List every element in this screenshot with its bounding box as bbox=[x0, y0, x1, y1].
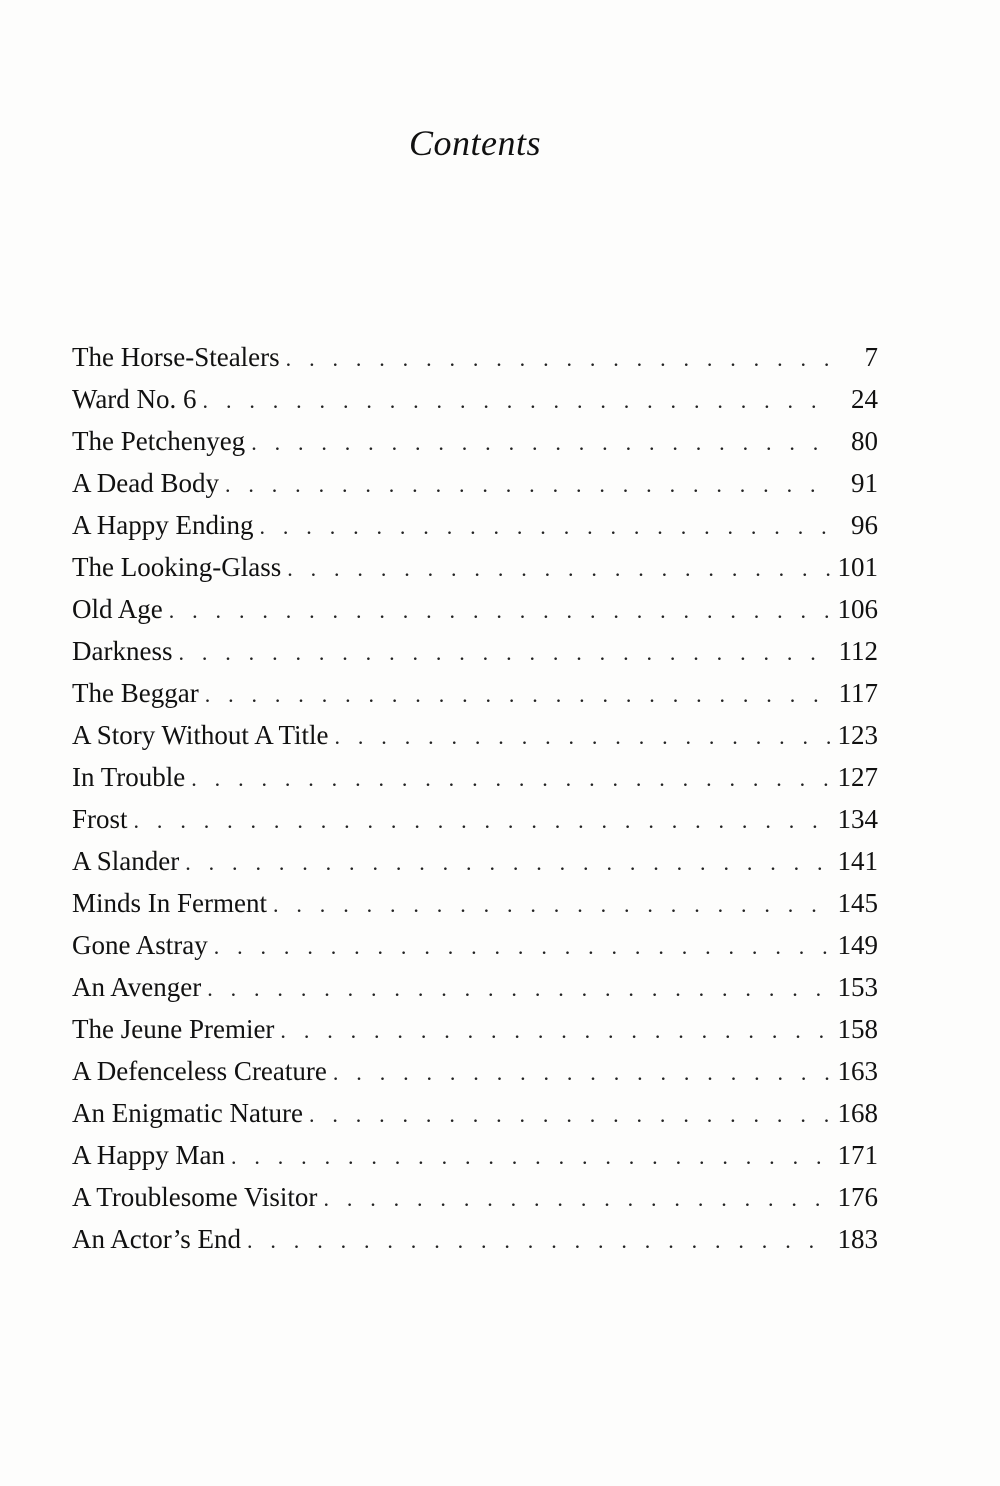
toc-entry-title: Darkness bbox=[72, 636, 173, 666]
dot-leader bbox=[323, 1178, 830, 1220]
dot-leader bbox=[335, 716, 831, 758]
toc-entry-page: 117 bbox=[838, 678, 878, 708]
toc-entry-title: A Happy Man bbox=[72, 1140, 225, 1170]
toc-entry-page: 106 bbox=[837, 594, 878, 624]
dot-leader bbox=[169, 590, 830, 632]
toc-entry-page: 145 bbox=[837, 888, 878, 918]
toc-entry-page: 163 bbox=[837, 1056, 878, 1086]
dot-leader bbox=[260, 506, 831, 548]
toc-entry bbox=[72, 420, 878, 462]
toc-entry-title: In Trouble bbox=[72, 762, 186, 792]
dot-leader bbox=[287, 548, 830, 590]
toc-entry-title: A Defenceless Creature bbox=[72, 1056, 327, 1086]
toc-entry-page: 123 bbox=[837, 720, 878, 750]
toc-entry-page: 141 bbox=[837, 846, 878, 876]
toc-entry bbox=[72, 924, 878, 966]
toc-entry bbox=[72, 588, 878, 630]
toc-entry bbox=[72, 1176, 878, 1218]
toc-entry-page: 176 bbox=[837, 1182, 878, 1212]
toc-entry-page: 7 bbox=[864, 342, 878, 372]
dot-leader bbox=[273, 884, 830, 926]
toc-entry-title: An Enigmatic Nature bbox=[72, 1098, 303, 1128]
toc-entry bbox=[72, 1092, 878, 1134]
toc-entry bbox=[72, 882, 878, 924]
dot-leader bbox=[231, 1136, 830, 1178]
dot-leader bbox=[205, 674, 830, 716]
toc-entry bbox=[72, 966, 878, 1008]
toc-entry-page: 168 bbox=[837, 1098, 878, 1128]
toc-entry-page: 112 bbox=[838, 636, 878, 666]
toc-entry bbox=[72, 840, 878, 882]
toc-entry-page: 80 bbox=[851, 426, 878, 456]
dot-leader bbox=[214, 926, 830, 968]
toc-entry-title: Frost bbox=[72, 804, 128, 834]
toc-entry bbox=[72, 336, 878, 378]
dot-leader bbox=[280, 1010, 830, 1052]
toc-entry-title: Gone Astray bbox=[72, 930, 208, 960]
toc-entry-title: The Beggar bbox=[72, 678, 199, 708]
toc-entry bbox=[72, 672, 878, 714]
toc-entry-title: The Looking-Glass bbox=[72, 552, 282, 582]
toc-entry-title: An Avenger bbox=[72, 972, 202, 1002]
toc-entry-title: A Story Without A Title bbox=[72, 720, 329, 750]
toc-entry-page: 149 bbox=[837, 930, 878, 960]
toc-entry bbox=[72, 1218, 878, 1260]
toc-entry-page: 183 bbox=[837, 1224, 878, 1254]
toc-entry bbox=[72, 504, 878, 546]
toc-entry-page: 101 bbox=[837, 552, 878, 582]
toc-entry bbox=[72, 798, 878, 840]
toc-entry-title: A Happy Ending bbox=[72, 510, 254, 540]
dot-leader bbox=[225, 464, 830, 506]
dot-leader bbox=[203, 380, 830, 422]
dot-leader bbox=[251, 422, 830, 464]
toc-entry-page: 96 bbox=[851, 510, 878, 540]
toc-entry-title: Minds In Ferment bbox=[72, 888, 267, 918]
toc-entry-title: An Actor’s End bbox=[72, 1224, 241, 1254]
toc-entry-page: 158 bbox=[837, 1014, 878, 1044]
dot-leader bbox=[333, 1052, 830, 1094]
toc-entry-title: The Horse-Stealers bbox=[72, 342, 280, 372]
toc-entry-title: The Petchenyeg bbox=[72, 426, 246, 456]
toc-entry bbox=[72, 1050, 878, 1092]
dot-leader bbox=[247, 1220, 830, 1262]
toc-entry bbox=[72, 462, 878, 504]
toc-entry-title: Ward No. 6 bbox=[72, 384, 197, 414]
dot-leader bbox=[185, 842, 830, 884]
toc-entry-title: Old Age bbox=[72, 594, 163, 624]
toc-entry bbox=[72, 714, 878, 756]
dot-leader bbox=[191, 758, 830, 800]
toc-entry-title: A Dead Body bbox=[72, 468, 219, 498]
toc-entry-title: The Jeune Premier bbox=[72, 1014, 275, 1044]
toc-entry-page: 134 bbox=[837, 804, 878, 834]
toc-entry bbox=[72, 630, 878, 672]
toc-entry bbox=[72, 378, 878, 420]
dot-leader bbox=[309, 1094, 830, 1136]
page-title: Contents bbox=[408, 123, 541, 164]
toc-entry bbox=[72, 1134, 878, 1176]
toc-entry-page: 127 bbox=[837, 762, 878, 792]
toc-entry bbox=[72, 546, 878, 588]
toc-entry-page: 153 bbox=[837, 972, 878, 1002]
toc-entry-page: 91 bbox=[851, 468, 878, 498]
toc-entry-page: 24 bbox=[851, 384, 878, 414]
toc-entry-page: 171 bbox=[837, 1140, 878, 1170]
toc-entry-title: A Troublesome Visitor bbox=[72, 1182, 318, 1212]
dot-leader bbox=[178, 632, 830, 674]
dot-leader bbox=[286, 338, 830, 380]
table-of-contents bbox=[72, 336, 878, 1260]
toc-entry bbox=[72, 1008, 878, 1050]
toc-entry bbox=[72, 756, 878, 798]
toc-entry-title: A Slander bbox=[72, 846, 180, 876]
dot-leader bbox=[207, 968, 830, 1010]
dot-leader bbox=[134, 800, 830, 842]
